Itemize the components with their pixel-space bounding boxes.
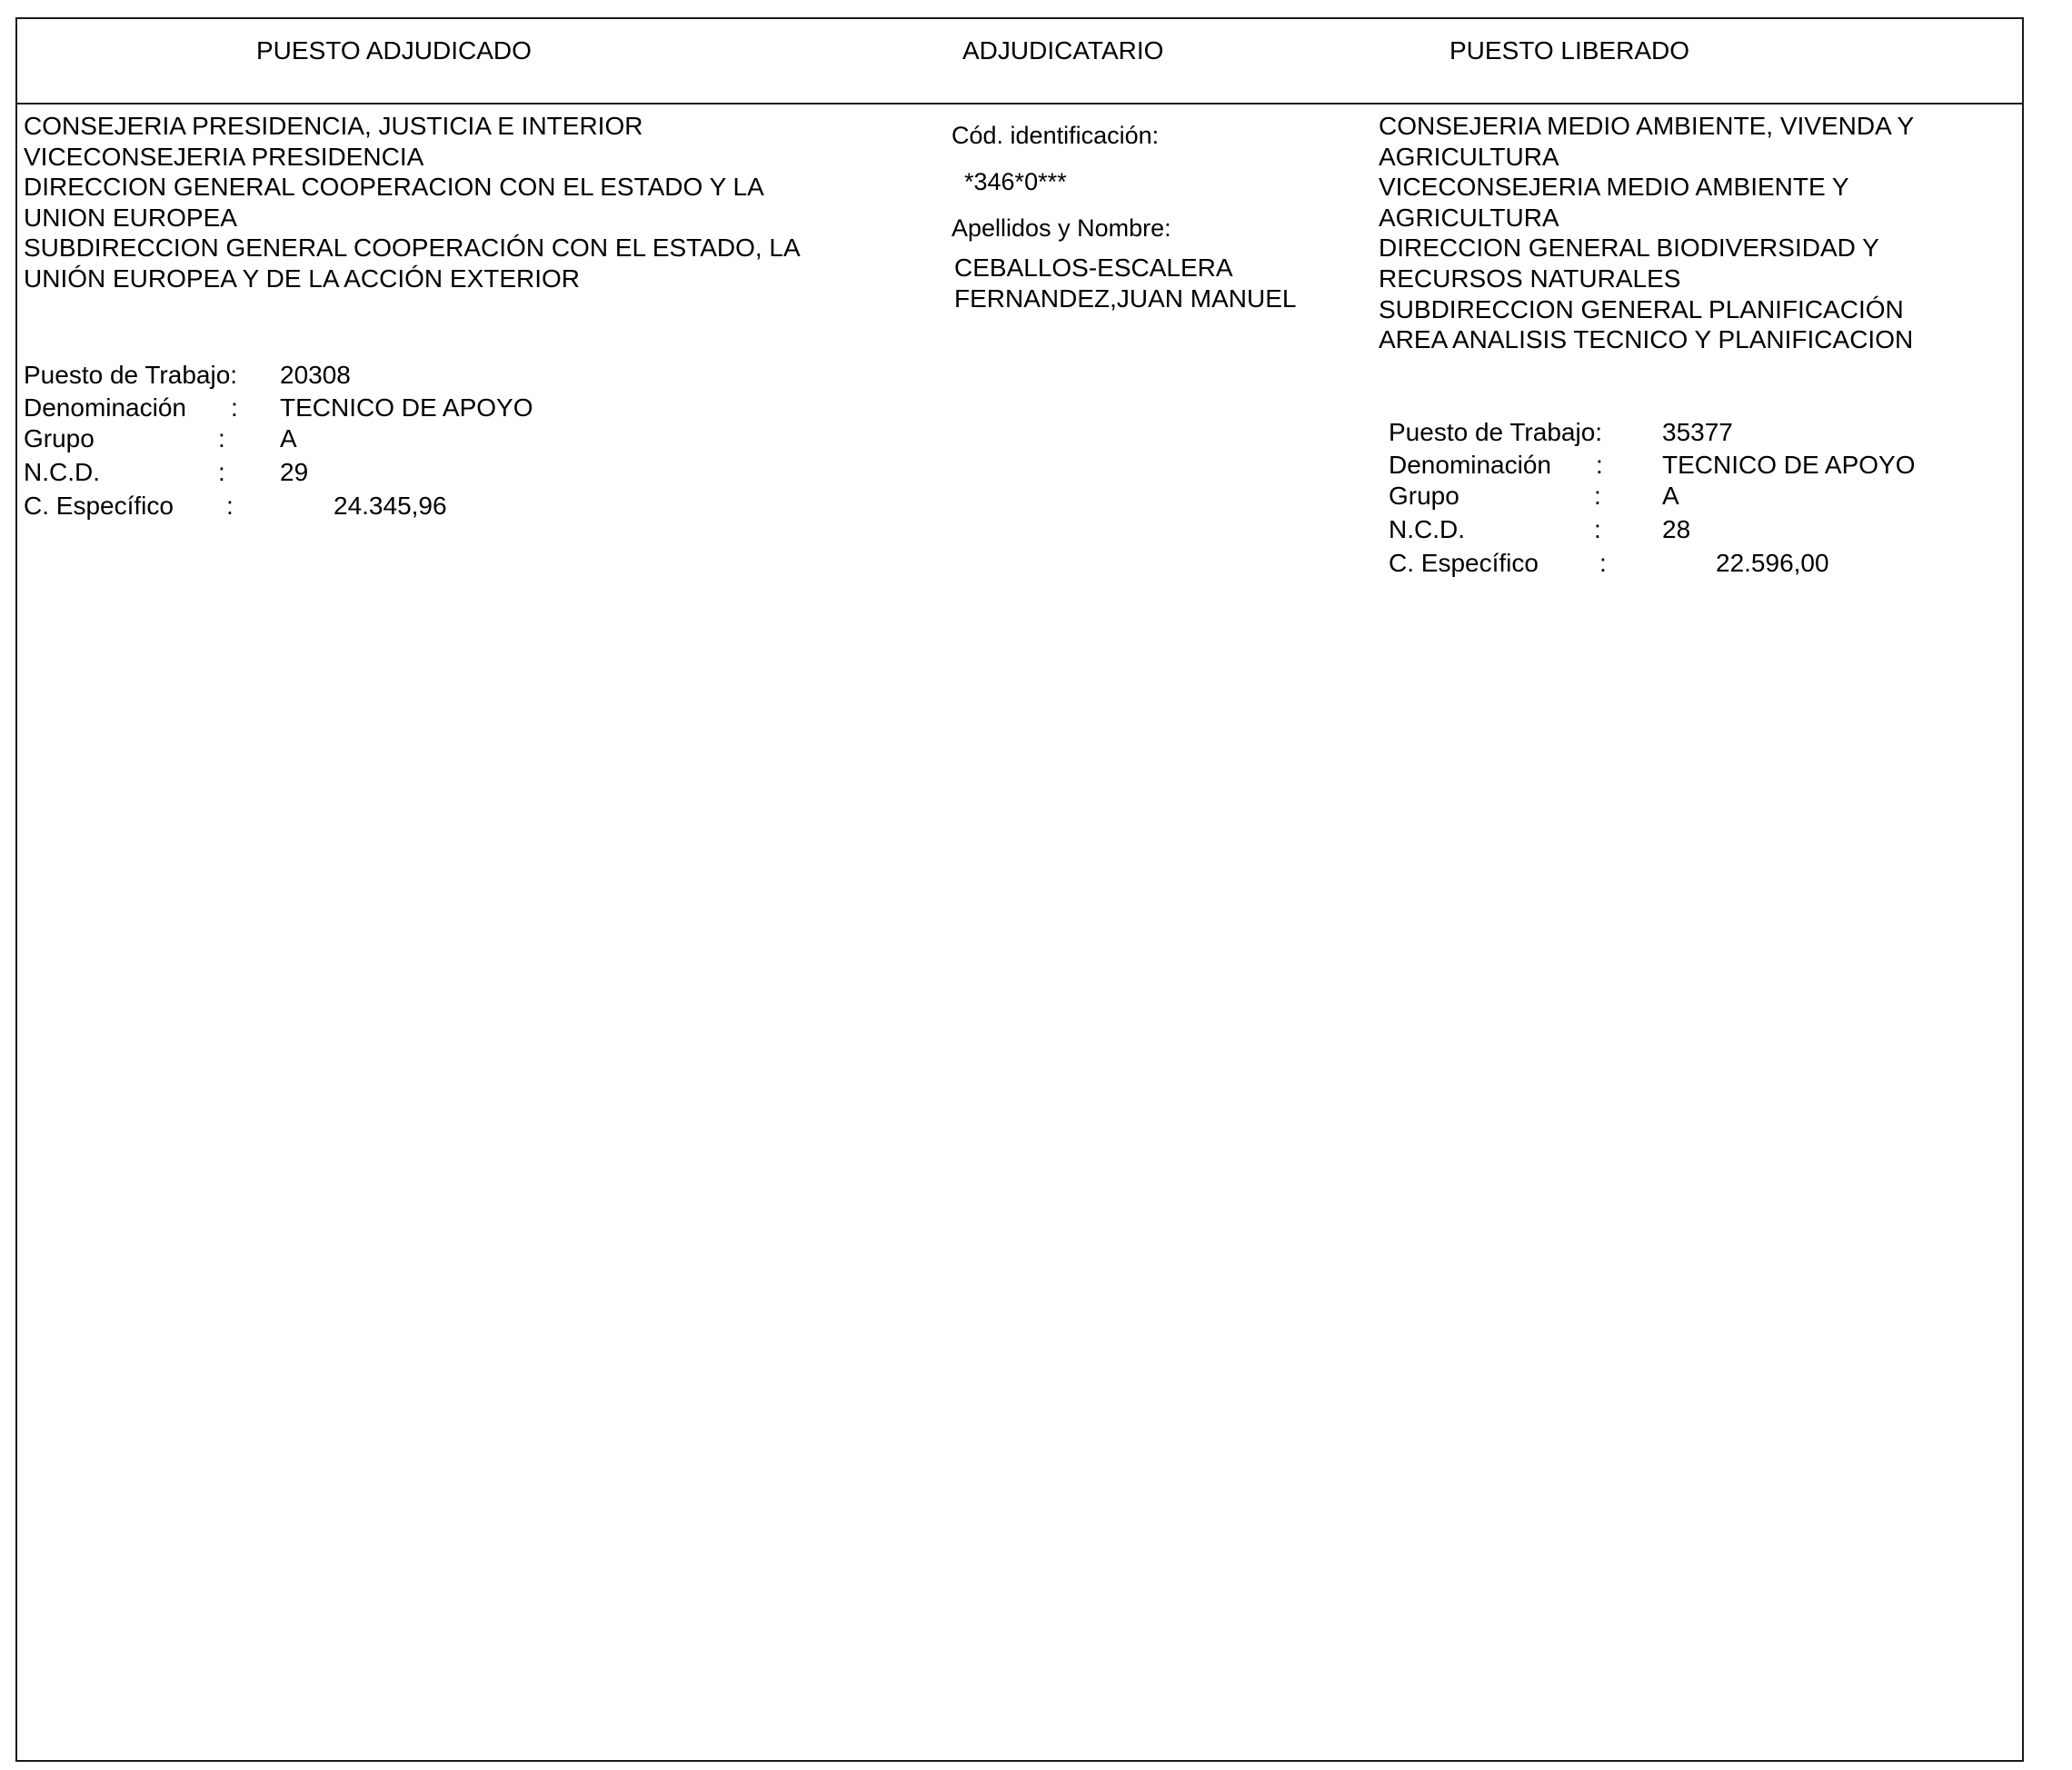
liberado-org-line: AREA ANALISIS TECNICO Y PLANIFICACION	[1379, 325, 1914, 354]
puesto-label: Puesto de Trabajo:	[1389, 418, 1603, 446]
denominacion-value: TECNICO DE APOYO	[280, 393, 533, 422]
liberado-organization	[1379, 111, 1914, 355]
grupo-colon: :	[218, 424, 225, 452]
grupo-value: A	[1662, 482, 1679, 510]
liberado-org-line: RECURSOS NATURALES	[1379, 264, 1681, 293]
header-puesto-adjudicado: PUESTO ADJUDICADO	[256, 36, 532, 65]
header-adjudicatario: ADJUDICATARIO	[962, 36, 1164, 65]
especifico-colon: :	[1599, 549, 1607, 577]
ncd-value: 29	[280, 458, 309, 486]
puesto-value: 20308	[280, 361, 351, 389]
adjudicado-org-line: UNION EUROPEA	[24, 203, 237, 232]
adjudicado-org-line: DIRECCION GENERAL COOPERACION CON EL ESTADO Y LA	[24, 173, 764, 202]
header-puesto-liberado: PUESTO LIBERADO	[1449, 36, 1690, 65]
especifico-label: C. Específico	[1389, 549, 1539, 577]
adjudicatario-name-line: FERNANDEZ,JUAN MANUEL	[954, 283, 1297, 313]
adjudicado-org-line: VICECONSEJERIA PRESIDENCIA	[24, 142, 424, 171]
adjudicatario-name-line: CEBALLOS-ESCALERA	[954, 254, 1233, 282]
cod-identificacion-value: *346*0***	[964, 168, 1067, 195]
ncd-colon: :	[218, 458, 225, 486]
grupo-colon: :	[1594, 482, 1601, 510]
adjudicado-org-line: CONSEJERIA PRESIDENCIA, JUSTICIA E INTERIOR	[24, 112, 643, 140]
denominacion-colon: :	[231, 393, 238, 422]
puesto-label: Puesto de Trabajo:	[24, 361, 238, 389]
denominacion-label: Denominación	[1389, 451, 1551, 479]
especifico-value: 24.345,96	[334, 492, 447, 520]
especifico-value: 22.596,00	[1716, 549, 1829, 577]
adjudicado-org-line: UNIÓN EUROPEA Y DE LA ACCIÓN EXTERIOR	[24, 264, 581, 293]
grupo-value: A	[280, 424, 297, 452]
header-divider	[15, 103, 2024, 104]
liberado-org-line: SUBDIRECCION GENERAL PLANIFICACIÓN	[1379, 294, 1904, 323]
liberado-details	[1389, 416, 2016, 589]
denominacion-value: TECNICO DE APOYO	[1662, 451, 1916, 479]
adjudicado-org-line: SUBDIRECCION GENERAL COOPERACIÓN CON EL ESTADO, LA	[24, 234, 801, 263]
denominacion-colon: :	[1596, 451, 1603, 479]
adjudicado-organization	[24, 111, 801, 294]
cod-identificacion-label: Cód. identificación:	[951, 122, 1160, 149]
adjudicado-details	[24, 359, 660, 532]
ncd-label: N.C.D.	[1389, 515, 1465, 543]
ncd-label: N.C.D.	[24, 458, 100, 486]
liberado-org-line: CONSEJERIA MEDIO AMBIENTE, VIVENDA Y	[1379, 112, 1915, 140]
adjudicatario-name	[954, 253, 1296, 313]
denominacion-label: Denominación	[24, 393, 186, 422]
ncd-value: 28	[1662, 515, 1691, 543]
liberado-org-line: AGRICULTURA	[1379, 142, 1559, 171]
especifico-label: C. Específico	[24, 492, 174, 520]
liberado-org-line: DIRECCION GENERAL BIODIVERSIDAD Y	[1379, 234, 1879, 263]
puesto-value: 35377	[1662, 418, 1733, 446]
liberado-org-line: VICECONSEJERIA MEDIO AMBIENTE Y	[1379, 173, 1849, 202]
grupo-label: Grupo	[1389, 482, 1459, 510]
apellidos-nombre-label: Apellidos y Nombre:	[951, 214, 1171, 242]
grupo-label: Grupo	[24, 424, 95, 452]
especifico-colon: :	[226, 492, 234, 520]
ncd-colon: :	[1594, 515, 1601, 543]
liberado-org-line: AGRICULTURA	[1379, 203, 1559, 232]
